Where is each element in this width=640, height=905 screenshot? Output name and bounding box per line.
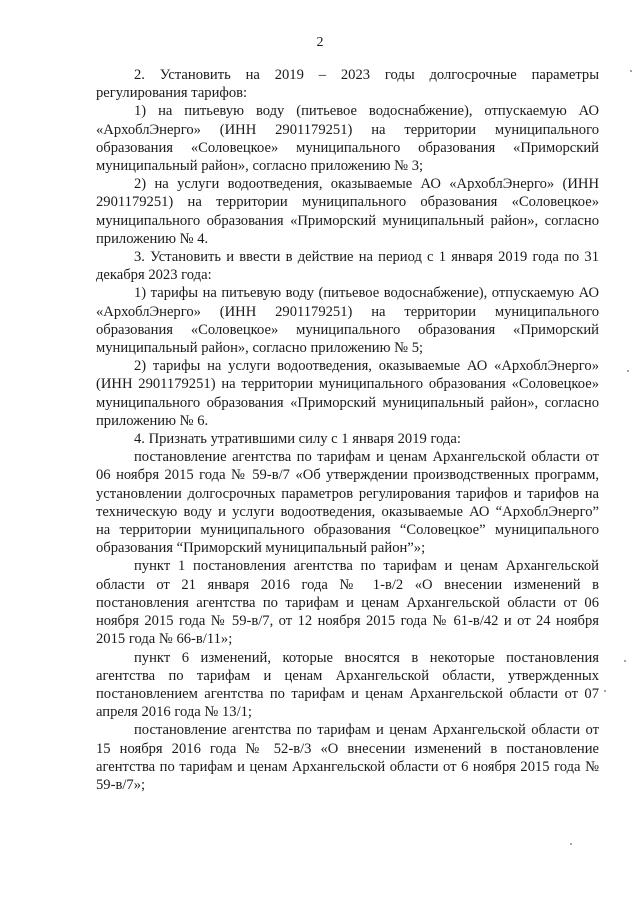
paragraph-item-3-1: 1) тарифы на питьевую воду (питьевое водоснабжение), отпускаемую АО «АрхоблЭнерго» (ИНН 2901179251) на территории муниципального образования «Соловецкое» муниципального образования «Приморский муниципальный район», согласно приложению № 5; xyxy=(96,285,599,357)
repealed-act-1: постановление агентства по тарифам и ценам Архангельской области от 06 ноября 2015 года № 59-в/7 «Об утверждении производственных программ, установлении долгосрочных параметров регулирования тарифов и тарифов на техническую воду и услуги водоотведения, оказываемые АО “АрхоблЭнерго” на территории муниципального образования “Соловецкое” муниципального образования “Приморский муниципальный район”»; xyxy=(96,449,599,557)
paragraph-item-2-2: 2) на услуги водоотведения, оказываемые АО «АрхоблЭнерго» (ИНН 2901179251) на территории муниципального образования «Соловецкое» муниципального образования «Приморский муниципальный район», согласно приложению № 4. xyxy=(96,176,599,247)
scan-speck xyxy=(630,70,632,72)
document-body xyxy=(96,66,599,794)
paragraph-item-4: 4. Признать утратившими силу с 1 января 2019 года: xyxy=(134,431,461,448)
scan-speck xyxy=(570,843,572,845)
paragraph-item-3: 3. Установить и ввести в действие на период с 1 января 2019 года по 31 декабря 2023 года: xyxy=(96,249,599,284)
scan-speck xyxy=(624,660,626,662)
paragraph-item-2: 2. Установить на 2019 – 2023 годы долгосрочные параметры регулирования тарифов: xyxy=(96,67,599,102)
repealed-act-3: пункт 6 изменений, которые вносятся в некоторые постановления агентства по тарифам и ценам Архангельской области, утвержденных постановлением агентства по тарифам и ценам Архангельской области от 07 апреля 2016 года № 13/1; xyxy=(96,649,599,721)
paragraph-item-2-1: 1) на питьевую воду (питьевое водоснабжение), отпускаемую АО «АрхоблЭнерго» (ИНН 2901179251) на территории муниципального образования «Соловецкое» муниципального образования «Приморский муниципальный район», согласно приложению № 3; xyxy=(96,103,599,175)
scan-speck xyxy=(627,370,629,372)
scan-speck xyxy=(604,690,606,692)
page-number: 2 xyxy=(316,35,324,50)
repealed-act-4: постановление агентства по тарифам и ценам Архангельской области от 15 ноября 2016 года № 52-в/3 «О внесении изменений в постановление агентства по тарифам и ценам Архангельской области от 6 ноября 2015 года № 59-в/7»; xyxy=(96,722,599,793)
repealed-act-2: пункт 1 постановления агентства по тарифам и ценам Архангельской области от 21 января 2016 года № 1-в/2 «О внесении изменений в постановления агентства по тарифам и ценам Архангельской области от 06 ноября 2015 года № 59-в/7, от 12 ноября 2015 года № 61-в/42 и от 24 ноября 2015 года № 66-в/11»; xyxy=(96,558,599,648)
paragraph-item-3-2: 2) тарифы на услуги водоотведения, оказываемые АО «АрхоблЭнерго» (ИНН 2901179251) на территории муниципального образования «Соловецкое» муниципального образования «Приморский муниципальный район», согласно приложению № 6. xyxy=(96,358,599,429)
